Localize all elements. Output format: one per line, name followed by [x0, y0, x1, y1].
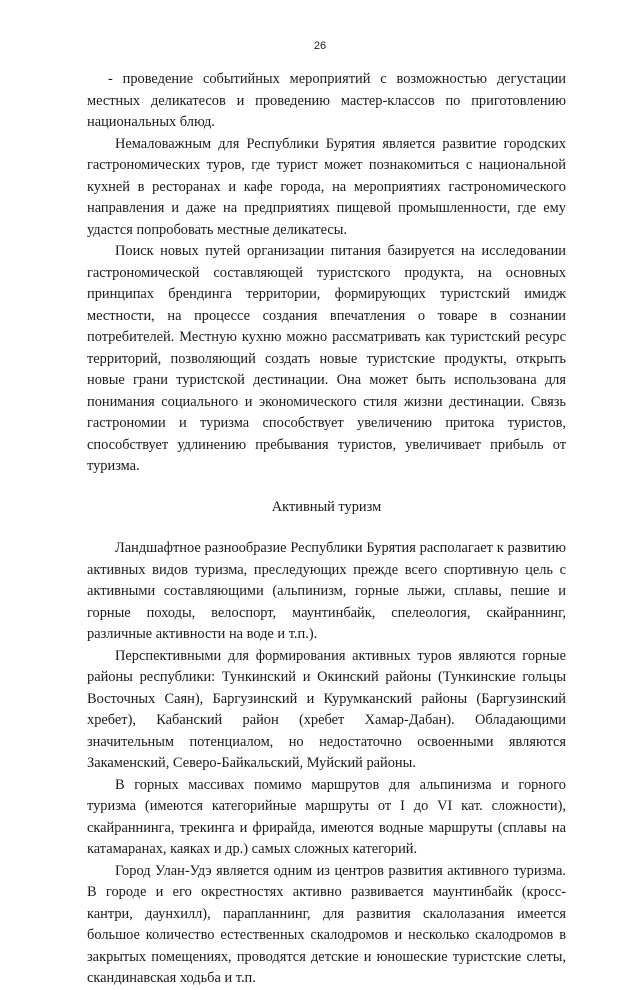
paragraph-landscape-diversity: Ландшафтное разнообразие Республики Бурятия располагает к развитию активных видов туризма, преследующих прежде всего спортивную цель с активными составляющими (альпинизм, горные лыжи, сплавы, пешие и горные походы, велоспорт, маунтинбайк, спелеология, скайраннинг, различные активности на воде и т.п.). — [87, 540, 566, 642]
page-number: 26 — [313, 40, 327, 52]
section-heading: Активный туризм — [271, 498, 382, 515]
paragraph-city-gastronomic-tours: Немаловажным для Республики Бурятия является развитие городских гастрономических туров, где турист может познакомиться с национальной кухней в ресторанах и кафе города, на мероприятиях гастрономического направления и даже на предприятиях пищевой промышленности, где ему удастся попробовать местные деликатесы. — [87, 135, 566, 238]
paragraph-food-organization: Поиск новых путей организации питания базируется на исследовании гастрономической составляющей туристского продукта, на основных принципах брендинга территории, формирующих туристский имидж местности, на процессе создания впечатления о товаре в сознании потребителей. Местную кухню можно рассматривать как туристский ресурс территорий, позволяющий создать новые туристские продукты, открыть новые грани туристской дестинации. Она может быть использована для понимания социального и экономического стиля жизни дестинации. Связь гастрономии и туризма способствует увеличению притока туристов, способствует удлинению пребывания туристов, увеличивает прибыль от туризма. — [87, 243, 566, 474]
paragraph-event-activities: - проведение событийных мероприятий с возможностью дегустации местных деликатесов и проведению мастер-классов по приготовлению национальных блюд. — [87, 71, 566, 130]
paragraph-mountain-regions: Перспективными для формирования активных туров являются горные районы республики: Тункинский и Окинский районы (Тункинские гольцы Восточных Саян), Баргузинский и Курумканский районы (Баргузинский хребет), Кабанский район (хребет Хамар-Дабан). Обладающими значительным потенциалом, но недостаточно освоенными являются Закаменский, Северо-Байкальский, Муйский районы. — [87, 647, 566, 771]
paragraph-mountain-routes: В горных массивах помимо маршрутов для альпинизма и горного туризма (имеются категорийные маршруты от I до VI кат. сложности), скайраннинга, трекинга и фрирайда, имеются водные маршруты (сплавы на катамаранах, каяках и др.) самых сложных категорий. — [87, 776, 566, 857]
paragraph-ulan-ude: Город Улан-Удэ является одним из центров развития активного туризма. В городе и его окрестностях активно развивается маунтинбайк (кросс-кантри, даунхилл), парапланнинг, для развития скалолазания имеется большое количество естественных скалодромов и несколько скалодромов в закрытых помещениях, проводятся детские и юношеские туристские слеты, скандинавская ходьба и т.п. — [87, 862, 566, 986]
document-body — [87, 69, 566, 990]
